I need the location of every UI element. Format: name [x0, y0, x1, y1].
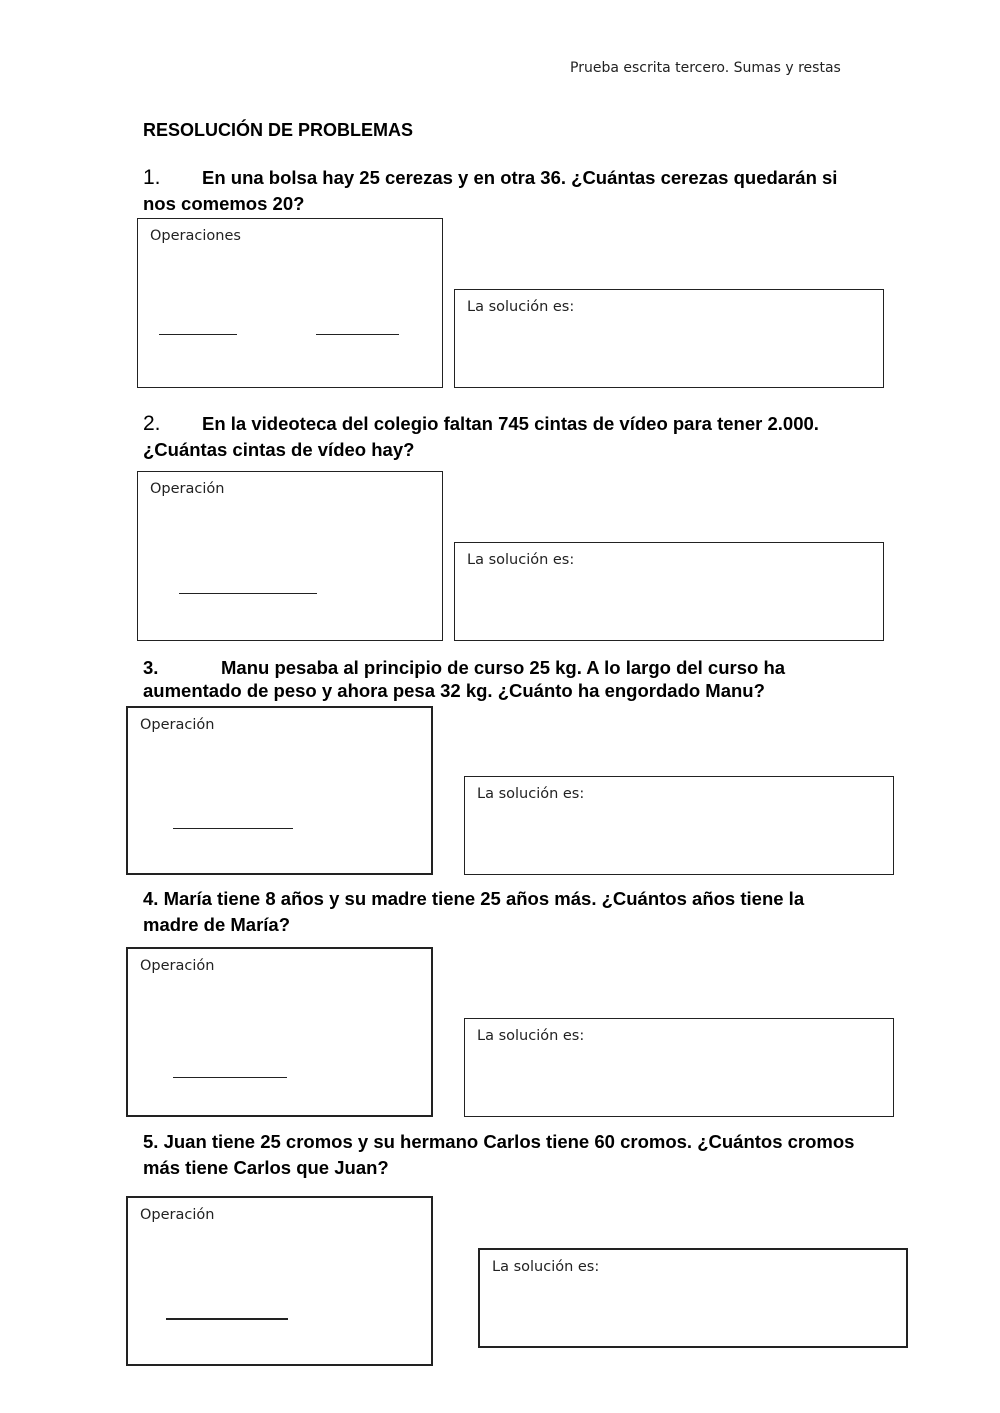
operations-label: Operación [140, 717, 215, 733]
answer-line [166, 1318, 288, 1320]
problem-5-question [143, 1129, 863, 1181]
problem-4-solution-box[interactable] [464, 1018, 894, 1117]
problem-text: Manu pesaba al principio de curso 25 kg. A lo largo del curso ha aumentado de peso y ahora pesa 32 kg. ¿Cuánto ha engordado Manu? [143, 657, 786, 701]
operations-label: Operaciones [150, 228, 241, 244]
answer-line [173, 828, 293, 829]
problem-text: María tiene 8 años y su madre tiene 25 años más. ¿Cuántos años tiene la madre de María? [143, 888, 805, 935]
solution-label: La solución es: [477, 1028, 585, 1044]
problem-4-question [143, 886, 863, 938]
answer-line [173, 1077, 287, 1078]
page-title: RESOLUCIÓN DE PROBLEMAS [143, 120, 414, 140]
problem-text: En una bolsa hay 25 cerezas y en otra 36. ¿Cuántas cerezas quedarán si nos comemos 20? [143, 167, 838, 214]
solution-label: La solución es: [492, 1259, 600, 1275]
problem-3-solution-box[interactable] [464, 776, 894, 875]
problem-5-operations-box[interactable] [126, 1196, 433, 1366]
problem-text: En la videoteca del colegio faltan 745 cintas de vídeo para tener 2.000. ¿Cuántas cintas de vídeo hay? [143, 413, 819, 460]
problem-number: 1. [143, 166, 161, 189]
operations-label: Operación [150, 481, 225, 497]
solution-label: La solución es: [477, 786, 585, 802]
problem-number: 2. [143, 412, 161, 435]
problem-1-solution-box[interactable] [454, 289, 884, 388]
solution-label: La solución es: [467, 552, 575, 568]
problem-number: 4. [143, 888, 159, 909]
problem-1-operations-box[interactable] [137, 218, 443, 388]
page-header: Prueba escrita tercero. Sumas y restas [570, 60, 841, 76]
problem-number: 3. [143, 657, 159, 678]
problem-2-question [143, 411, 863, 463]
problem-2-solution-box[interactable] [454, 542, 884, 641]
operations-label: Operación [140, 1207, 215, 1223]
operations-label: Operación [140, 958, 215, 974]
problem-4-operations-box[interactable] [126, 947, 433, 1117]
problem-2-operations-box[interactable] [137, 471, 443, 641]
problem-3-question [143, 656, 863, 702]
problem-text: Juan tiene 25 cromos y su hermano Carlos tiene 60 cromos. ¿Cuántos cromos más tiene Carlos que Juan? [143, 1131, 855, 1178]
problem-number: 5. [143, 1131, 159, 1152]
answer-line [179, 593, 317, 594]
problem-1-question [143, 165, 863, 217]
problem-3-operations-box[interactable] [126, 706, 433, 875]
problem-5-solution-box[interactable] [478, 1248, 908, 1348]
answer-line [316, 334, 399, 335]
answer-line [159, 334, 237, 335]
solution-label: La solución es: [467, 299, 575, 315]
